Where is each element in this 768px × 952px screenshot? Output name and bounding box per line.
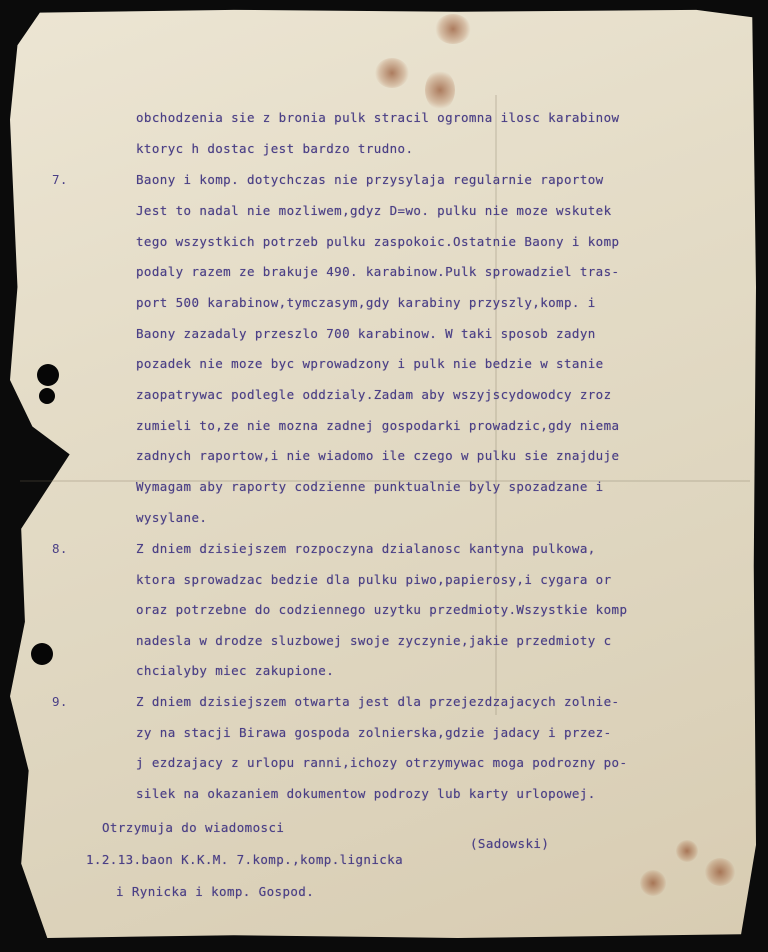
section-7-line: zaopatrywac podlegle oddzialy.Zadam aby wszyjscydowodcy zroz bbox=[136, 387, 612, 402]
section-number-8: 8. bbox=[52, 541, 68, 556]
section-9-line: j ezdzajacy z urlopu ranni,ichozy otrzymywac moga podrozny po- bbox=[136, 755, 628, 770]
section-7-line: Baony i komp. dotychczas nie przysylaja regularnie raportow bbox=[136, 172, 604, 187]
continuation-line: obchodzenia sie z bronia pulk stracil ogromna ilosc karabinow bbox=[136, 110, 620, 125]
section-7-line: podaly razem ze brakuje 490. karabinow.Pulk sprowadziel tras- bbox=[136, 264, 620, 279]
section-9-line: Z dniem dzisiejszem otwarta jest dla przejezdzajacych zolnie- bbox=[136, 694, 620, 709]
section-8-line: oraz potrzebne do codziennego uzytku przedmioty.Wszystkie komp bbox=[136, 602, 628, 617]
section-7-line: zumieli to,ze nie mozna zadnej gospodarki prowadzic,gdy niema bbox=[136, 418, 620, 433]
section-8-line: ktora sprowadzac bedzie dla pulku piwo,papierosy,i cygara or bbox=[136, 572, 612, 587]
section-9-line: zy na stacji Birawa gospoda zolnierska,gdzie jadacy i przez- bbox=[136, 725, 612, 740]
section-7-line: Jest to nadal nie mozliwem,gdyz D=wo. pulku nie moze wskutek bbox=[136, 203, 612, 218]
section-7-line: zadnych raportow,i nie wiadomo ile czego w pulku sie znajduje bbox=[136, 448, 620, 463]
section-7-line: port 500 karabinow,tymczasym,gdy karabiny przyszly,komp. i bbox=[136, 295, 596, 310]
section-7-line: Baony zazadaly przeszlo 700 karabinow. W taki sposob zadyn bbox=[136, 326, 596, 341]
continuation-line: ktoryc h dostac jest bardzo trudno. bbox=[136, 141, 414, 156]
section-7-line: tego wszystkich potrzeb pulku zaspokoic.Ostatnie Baony i komp bbox=[136, 234, 620, 249]
section-7-line: wysylane. bbox=[136, 510, 208, 525]
section-number-7: 7. bbox=[52, 172, 68, 187]
section-8-line: Z dniem dzisiejszem rozpoczyna dzialanosc kantyna pulkowa, bbox=[136, 541, 596, 556]
distribution-line: i Rynicka i komp. Gospod. bbox=[116, 884, 315, 899]
section-7-line: pozadek nie moze byc wprowadzony i pulk nie bedzie w stanie bbox=[136, 356, 604, 371]
signature: (Sadowski) bbox=[470, 836, 550, 851]
section-number-9: 9. bbox=[52, 694, 68, 709]
section-7-line: Wymagam aby raporty codzienne punktualnie byly spozadzane i bbox=[136, 479, 604, 494]
section-8-line: chcialyby miec zakupione. bbox=[136, 663, 335, 678]
section-8-line: nadesla w drodze sluzbowej swoje zyczynie,jakie przedmioty c bbox=[136, 633, 612, 648]
distribution-heading: Otrzymuja do wiadomosci bbox=[102, 820, 285, 835]
distribution-line: 1.2.13.baon K.K.M. 7.komp.,komp.lignicka bbox=[86, 852, 404, 867]
section-9-line: silek na okazaniem dokumentow podrozy lub karty urlopowej. bbox=[136, 786, 596, 801]
